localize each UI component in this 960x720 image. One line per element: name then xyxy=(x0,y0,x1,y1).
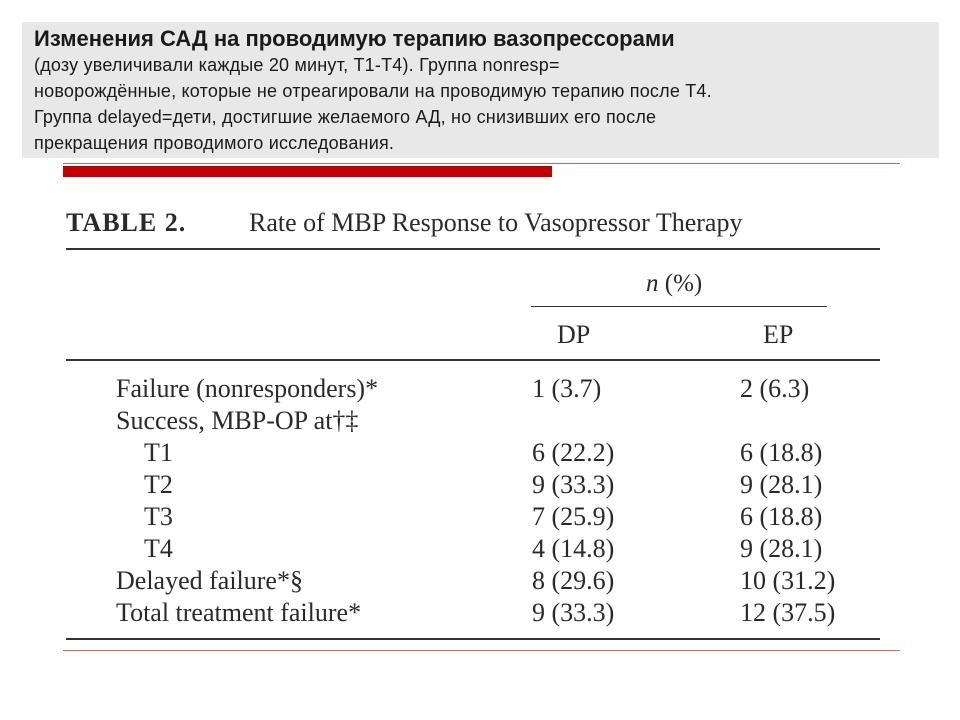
accent-thin-line-top xyxy=(63,163,900,164)
cell-ep: 12 (37.5) xyxy=(740,598,836,627)
slide-body-line: новорождённые, которые не отреагировали на проводимую терапию после Т4. xyxy=(34,81,712,101)
accent-thin-line-bottom xyxy=(63,650,900,651)
n-label: n xyxy=(646,270,659,297)
slide-body-line: прекращения проводимого исследования. xyxy=(34,133,395,153)
row-label: T2 xyxy=(144,470,173,499)
row-label: Success, MBP-OP at†‡ xyxy=(116,406,359,435)
table-row xyxy=(66,597,880,629)
slide-header xyxy=(22,22,939,158)
table-row xyxy=(66,405,880,437)
table-row xyxy=(66,469,880,501)
cell-dp: 1 (3.7) xyxy=(532,374,602,403)
row-label: T4 xyxy=(144,534,173,563)
cell-dp: 6 (22.2) xyxy=(532,438,615,467)
cell-dp: 7 (25.9) xyxy=(532,502,615,531)
table-top-rule xyxy=(66,248,880,250)
row-label: Total treatment failure* xyxy=(116,598,362,627)
table-row xyxy=(66,501,880,533)
table-tag: TABLE 2. xyxy=(66,208,187,237)
cell-dp: 8 (29.6) xyxy=(532,566,615,595)
cell-ep: 10 (31.2) xyxy=(740,566,836,595)
accent-red-bar xyxy=(63,166,552,177)
cell-ep: 6 (18.8) xyxy=(740,502,823,531)
cell-dp: 9 (33.3) xyxy=(532,470,615,499)
cell-dp: 9 (33.3) xyxy=(532,598,615,627)
column-group-header xyxy=(646,270,702,298)
table-row xyxy=(66,533,880,565)
percent-label: (%) xyxy=(658,270,703,297)
table-header-rule xyxy=(66,359,880,361)
table-caption xyxy=(66,208,880,238)
table-row xyxy=(66,437,880,469)
row-label: T3 xyxy=(144,502,173,531)
cell-ep: 9 (28.1) xyxy=(740,534,823,563)
column-span-rule xyxy=(531,306,827,307)
table-row xyxy=(66,373,880,405)
slide-body-line: Группа delayed=дети, достигшие желаемого АД, но снизивших его после xyxy=(34,107,657,127)
row-label: T1 xyxy=(144,438,173,467)
table-title: Rate of MBP Response to Vasopressor Therapy xyxy=(249,208,743,237)
table-figure xyxy=(66,208,880,627)
slide-title: Изменения САД на проводимую терапию вазопрессорами xyxy=(34,26,675,51)
row-label: Delayed failure*§ xyxy=(116,566,303,595)
cell-dp: 4 (14.8) xyxy=(532,534,615,563)
slide-body-line: (дозу увеличивали каждые 20 минут, Т1-Т4). Группа nonresp= xyxy=(34,55,560,75)
cell-ep: 6 (18.8) xyxy=(740,438,823,467)
cell-ep: 9 (28.1) xyxy=(740,470,823,499)
cell-ep: 2 (6.3) xyxy=(740,374,810,403)
table-row xyxy=(66,565,880,597)
table-bottom-rule xyxy=(66,638,880,640)
column-header-dp: DP xyxy=(557,320,591,349)
column-header-ep: EP xyxy=(763,320,794,349)
row-label: Failure (nonresponders)* xyxy=(116,374,379,403)
